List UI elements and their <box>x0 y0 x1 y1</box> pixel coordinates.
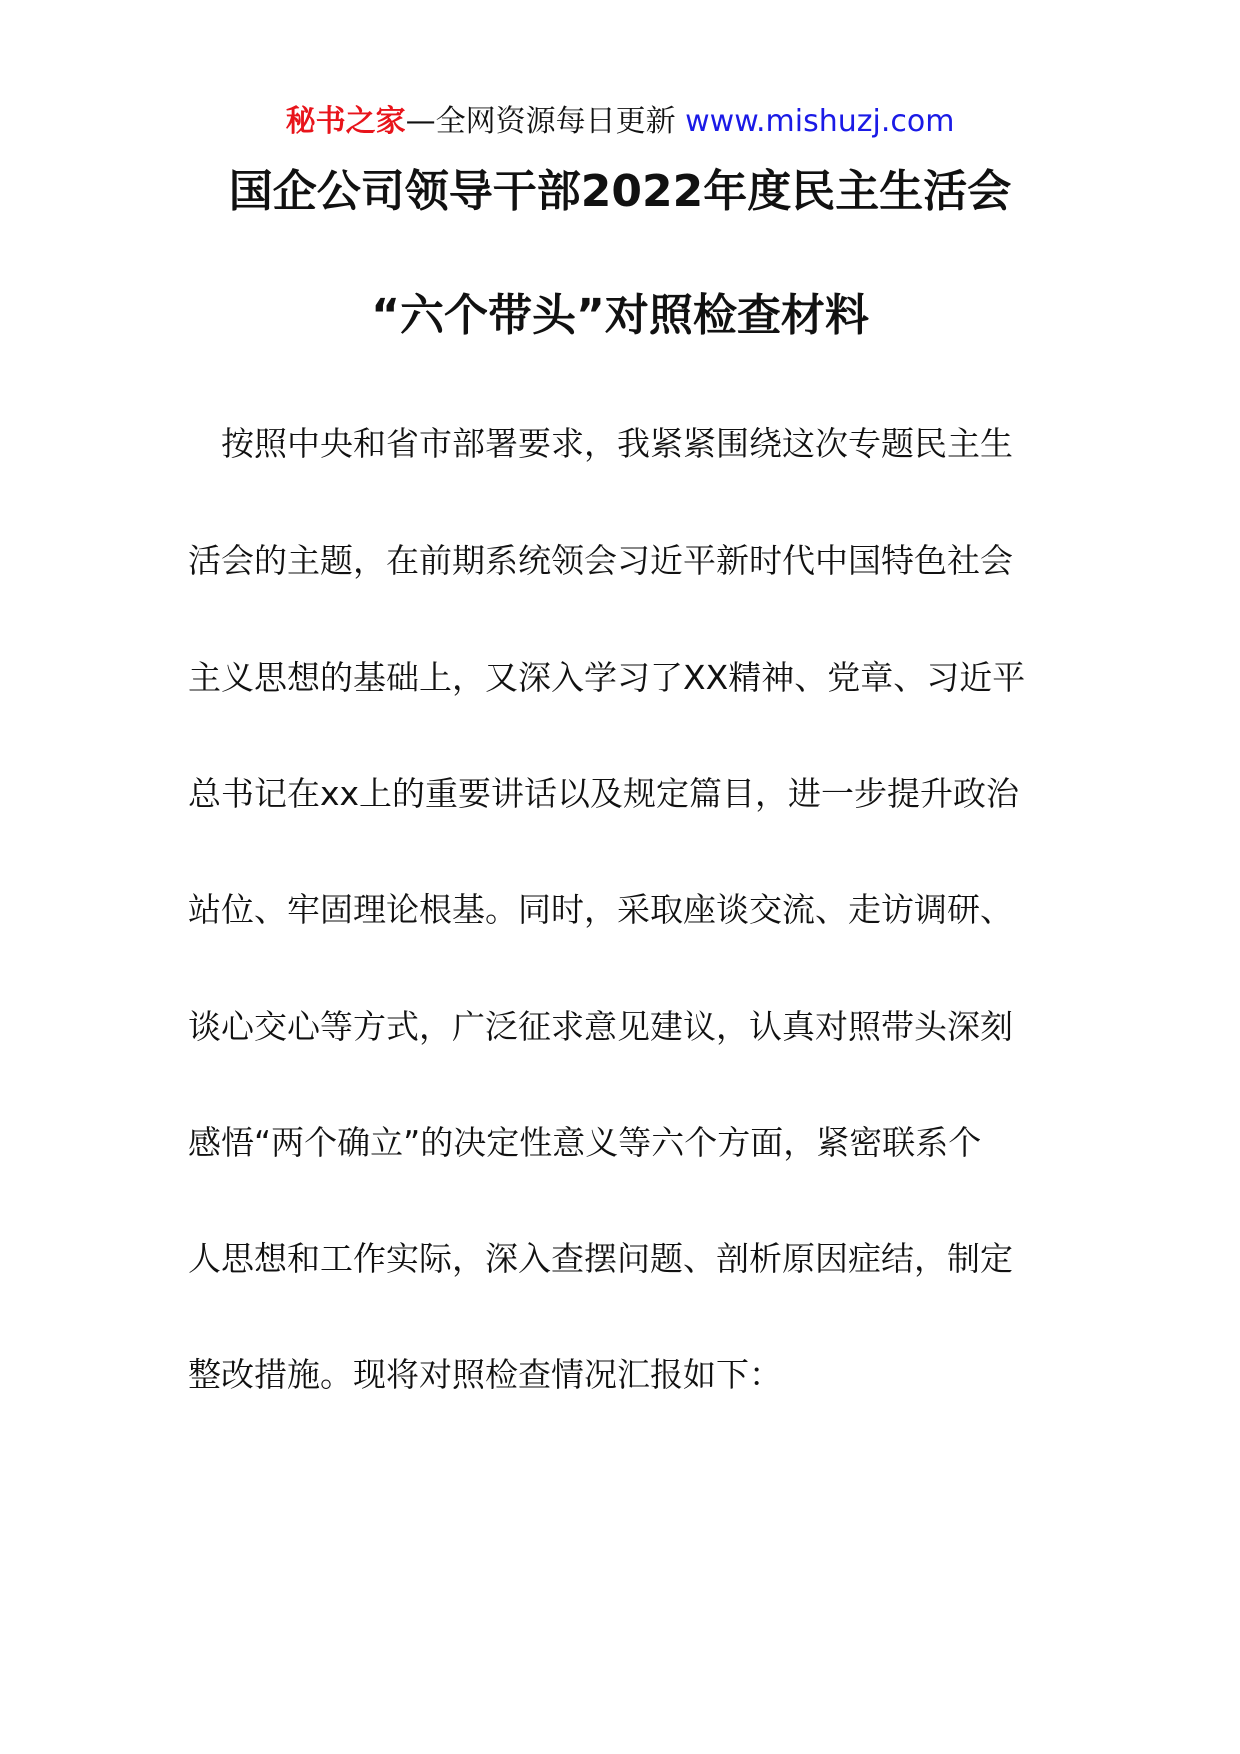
paragraph-line-2: 活会的主题，在前期系统领会习近平新时代中国特色社会 <box>188 541 1013 580</box>
site-brand: 秘书之家 <box>285 104 406 139</box>
paragraph-line-7: 感悟“两个确立”的决定性意义等六个方面，紧密联系个 <box>188 1123 982 1162</box>
paragraph-line-1: 按照中央和省市部署要求，我紧紧围绕这次专题民主生 <box>188 424 1013 463</box>
paragraph-line-3: 主义思想的基础上，又深入学习了XX精神、党章、习近平 <box>188 658 1026 697</box>
paragraph-line-5: 站位、牢固理论根基。同时，采取座谈交流、走访调研、 <box>188 890 1013 929</box>
paragraph-line-8: 人思想和工作实际，深入查摆问题、剖析原因症结，制定 <box>188 1239 1013 1278</box>
document-title-line-2: “六个带头”对照检查材料 <box>371 290 869 341</box>
site-header <box>0 100 1240 144</box>
paragraph-line-9: 整改措施。现将对照检查情况汇报如下： <box>188 1355 782 1394</box>
site-url[interactable]: www.mishuzj.com <box>685 104 955 139</box>
site-tagline: —全网资源每日更新 <box>405 104 686 139</box>
paragraph-line-4: 总书记在xx上的重要讲话以及规定篇目，进一步提升政治 <box>188 774 1020 813</box>
paragraph-line-6: 谈心交心等方式，广泛征求意见建议，认真对照带头深刻 <box>188 1007 1013 1046</box>
document-title-line-1: 国企公司领导干部2022年度民主生活会 <box>228 166 1012 217</box>
